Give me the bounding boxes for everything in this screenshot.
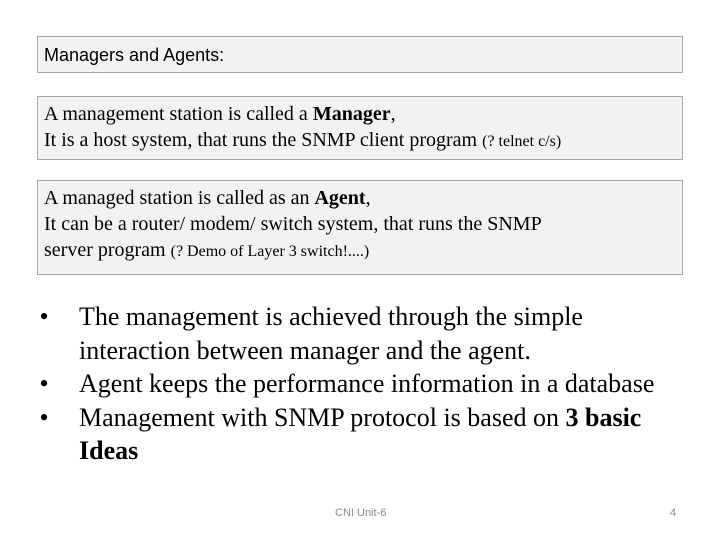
bullet-item-3 (29, 401, 669, 468)
bullet-text-2: Agent keeps the performance information in a database (79, 369, 655, 398)
agent-note: (? Demo of Layer 3 switch!....) (170, 243, 370, 260)
agent-definition-box (37, 180, 683, 275)
manager-line-1-text: A management station is called a (44, 103, 313, 125)
bullet-item-2 (29, 367, 669, 401)
agent-line-1 (44, 185, 676, 211)
bullet-icon: • (39, 369, 49, 398)
agent-line-3 (44, 237, 676, 265)
bullet-list (29, 300, 669, 468)
bullet-text-3: Management with SNMP protocol is based on (79, 402, 566, 432)
slide-title-box (37, 36, 683, 73)
bullet-item-1 (29, 300, 669, 367)
manager-line-1-punct: , (390, 103, 396, 125)
bullet-icon: • (39, 402, 49, 432)
agent-line-1-punct: , (365, 187, 371, 209)
bullet-text-1: The management is achieved through the simple interaction between manager and the agent. (79, 302, 583, 365)
agent-term: Agent (314, 187, 366, 209)
slide-title: Managers and Agents: (44, 45, 225, 65)
manager-line-2 (44, 127, 676, 155)
bullet-text-3-bold: 3 basic Ideas (79, 402, 642, 465)
footer-label: CNI Unit-6 (335, 507, 387, 519)
bullet-icon: • (39, 302, 49, 331)
agent-line-1-text: A managed station is called as an (44, 187, 315, 209)
page-number: 4 (670, 507, 677, 519)
agent-line-3-text: server program (44, 239, 171, 261)
manager-definition-box (37, 96, 683, 160)
manager-line-1 (44, 101, 676, 127)
manager-line-2-text: It is a host system, that runs the SNMP client program (44, 129, 483, 151)
agent-line-2: It can be a router/ modem/ switch system, that runs the SNMP (44, 213, 542, 235)
manager-note: (? telnet c/s) (482, 133, 562, 150)
manager-term: Manager (312, 103, 391, 125)
